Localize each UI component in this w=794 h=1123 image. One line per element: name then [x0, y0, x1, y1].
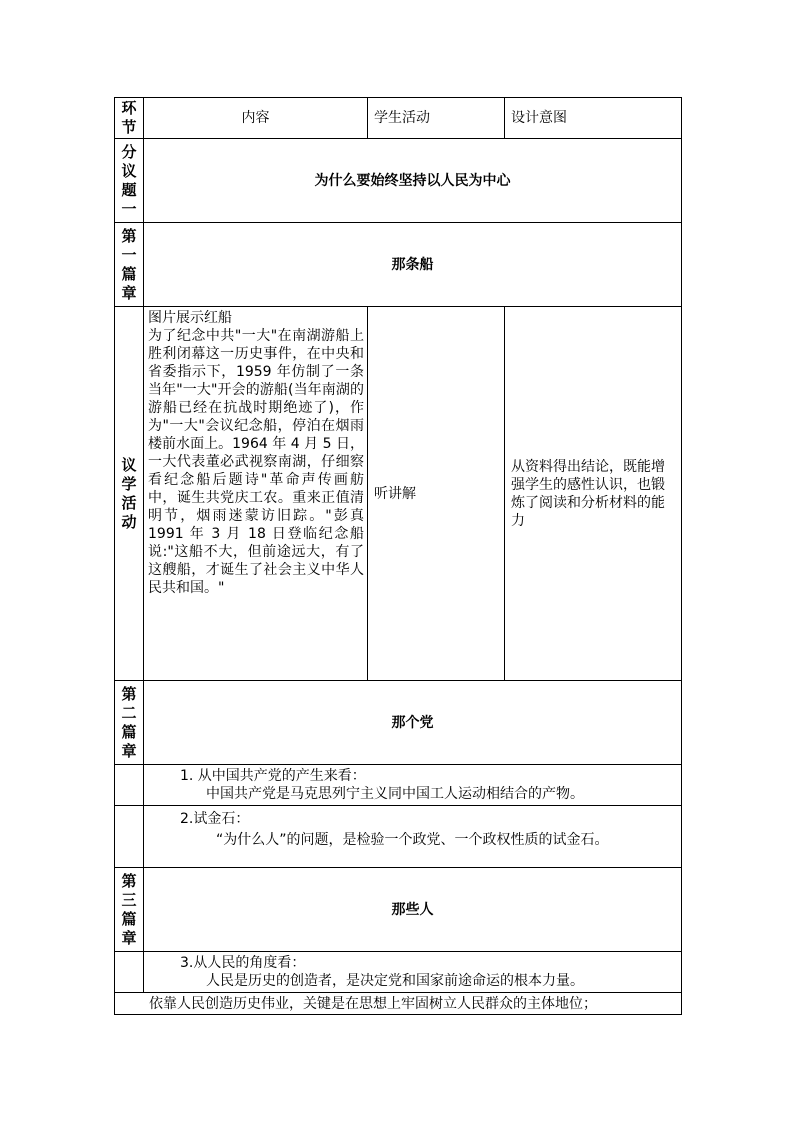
topic1-row: [115, 139, 682, 223]
topic1-title: 为什么要始终坚持以人民为中心: [144, 139, 682, 223]
header-content: 内容: [144, 98, 368, 139]
chapter1-title: 那条船: [144, 223, 682, 307]
header-stage-cell: [115, 98, 144, 139]
chapter2-label: 第二篇章: [121, 684, 137, 760]
lesson-plan-table: [114, 97, 682, 1015]
chapter2-item1-cell: [144, 765, 682, 806]
empty-stage-cell: [115, 806, 144, 868]
chapter2-title: 那个党: [144, 681, 682, 765]
activity-content-heading: 图片展示红船: [148, 310, 232, 326]
chapter1-label-cell: [115, 223, 144, 307]
chapter1-row: [115, 223, 682, 307]
chapter2-item1-line1: 1. 从中国共产党的产生来看：: [180, 768, 366, 784]
header-stage: 环节: [121, 99, 137, 136]
activity-label: 议学活动: [121, 455, 137, 531]
chapter2-item2-line2: “为什么人”的问题，是检验一个政党、一个政权性质的试金石。: [216, 832, 609, 848]
chapter2-item1-row: [115, 765, 682, 806]
chapter1-label: 第一篇章: [121, 226, 137, 302]
empty-stage-cell: [115, 952, 144, 993]
chapter3-title: 那些人: [144, 868, 682, 952]
chapter2-item2-row: [115, 806, 682, 868]
activity-label-cell: [115, 307, 144, 681]
chapter3-last-row: [115, 993, 682, 1015]
activity-content-cell: [144, 307, 368, 681]
chapter2-row: [115, 681, 682, 765]
chapter3-label: 第三篇章: [121, 871, 137, 947]
topic1-label-cell: [115, 139, 144, 223]
design-intent-text: 从资料得出结论，既能增强学生的感性认识，也锻炼了阅读和分析材料的能力: [505, 307, 682, 681]
chapter2-item2-line1: 2.试金石：: [180, 811, 250, 827]
chapter2-label-cell: [115, 681, 144, 765]
activity-row: [115, 307, 682, 681]
chapter3-row: [115, 868, 682, 952]
chapter3-item3-row: [115, 952, 682, 993]
student-activity-text: 听讲解: [368, 307, 505, 681]
chapter3-item3-cell: [144, 952, 682, 993]
chapter3-item3-line1: 3.从人民的角度看：: [180, 955, 306, 971]
empty-stage-cell: [115, 765, 144, 806]
chapter3-item3-line2: 人民是历史的创造者，是决定党和国家前途命运的根本力量。: [206, 973, 584, 989]
header-student-activity: 学生活动: [368, 98, 505, 139]
chapter2-item2-cell: [144, 806, 682, 868]
topic1-label: 分议题一: [121, 142, 137, 218]
activity-content-body: 为了纪念中共"一大"在南湖游船上胜利闭幕这一历史事件，在中央和省委指示下，1959 年仿制了一条当年"一大"开会的游船(当年南湖的游船已经在抗战时期绝迹了)，作为"一大"会议纪念船，停泊在烟雨楼前水面上。1964 年 4 月 5 日，一大代表董必武视察南湖，仔细察看纪念船后题诗"革命声传画舫中，诞生共党庆工农。重来正值清明节，烟雨迷蒙访旧踪。"彭真 1991 年 3 月 18 日登临纪念船说:"这船不大，但前途远大，有了这艘船，才诞生了社会主义中华人民共和国。": [148, 328, 364, 596]
header-design-intent: 设计意图: [505, 98, 682, 139]
chapter2-item1-line2: 中国共产党是马克思列宁主义同中国工人运动相结合的产物。: [206, 786, 584, 802]
chapter3-label-cell: [115, 868, 144, 952]
chapter3-last-line: 依靠人民创造历史伟业，关键是在思想上牢固树立人民群众的主体地位；: [115, 993, 682, 1015]
header-row: [115, 98, 682, 139]
